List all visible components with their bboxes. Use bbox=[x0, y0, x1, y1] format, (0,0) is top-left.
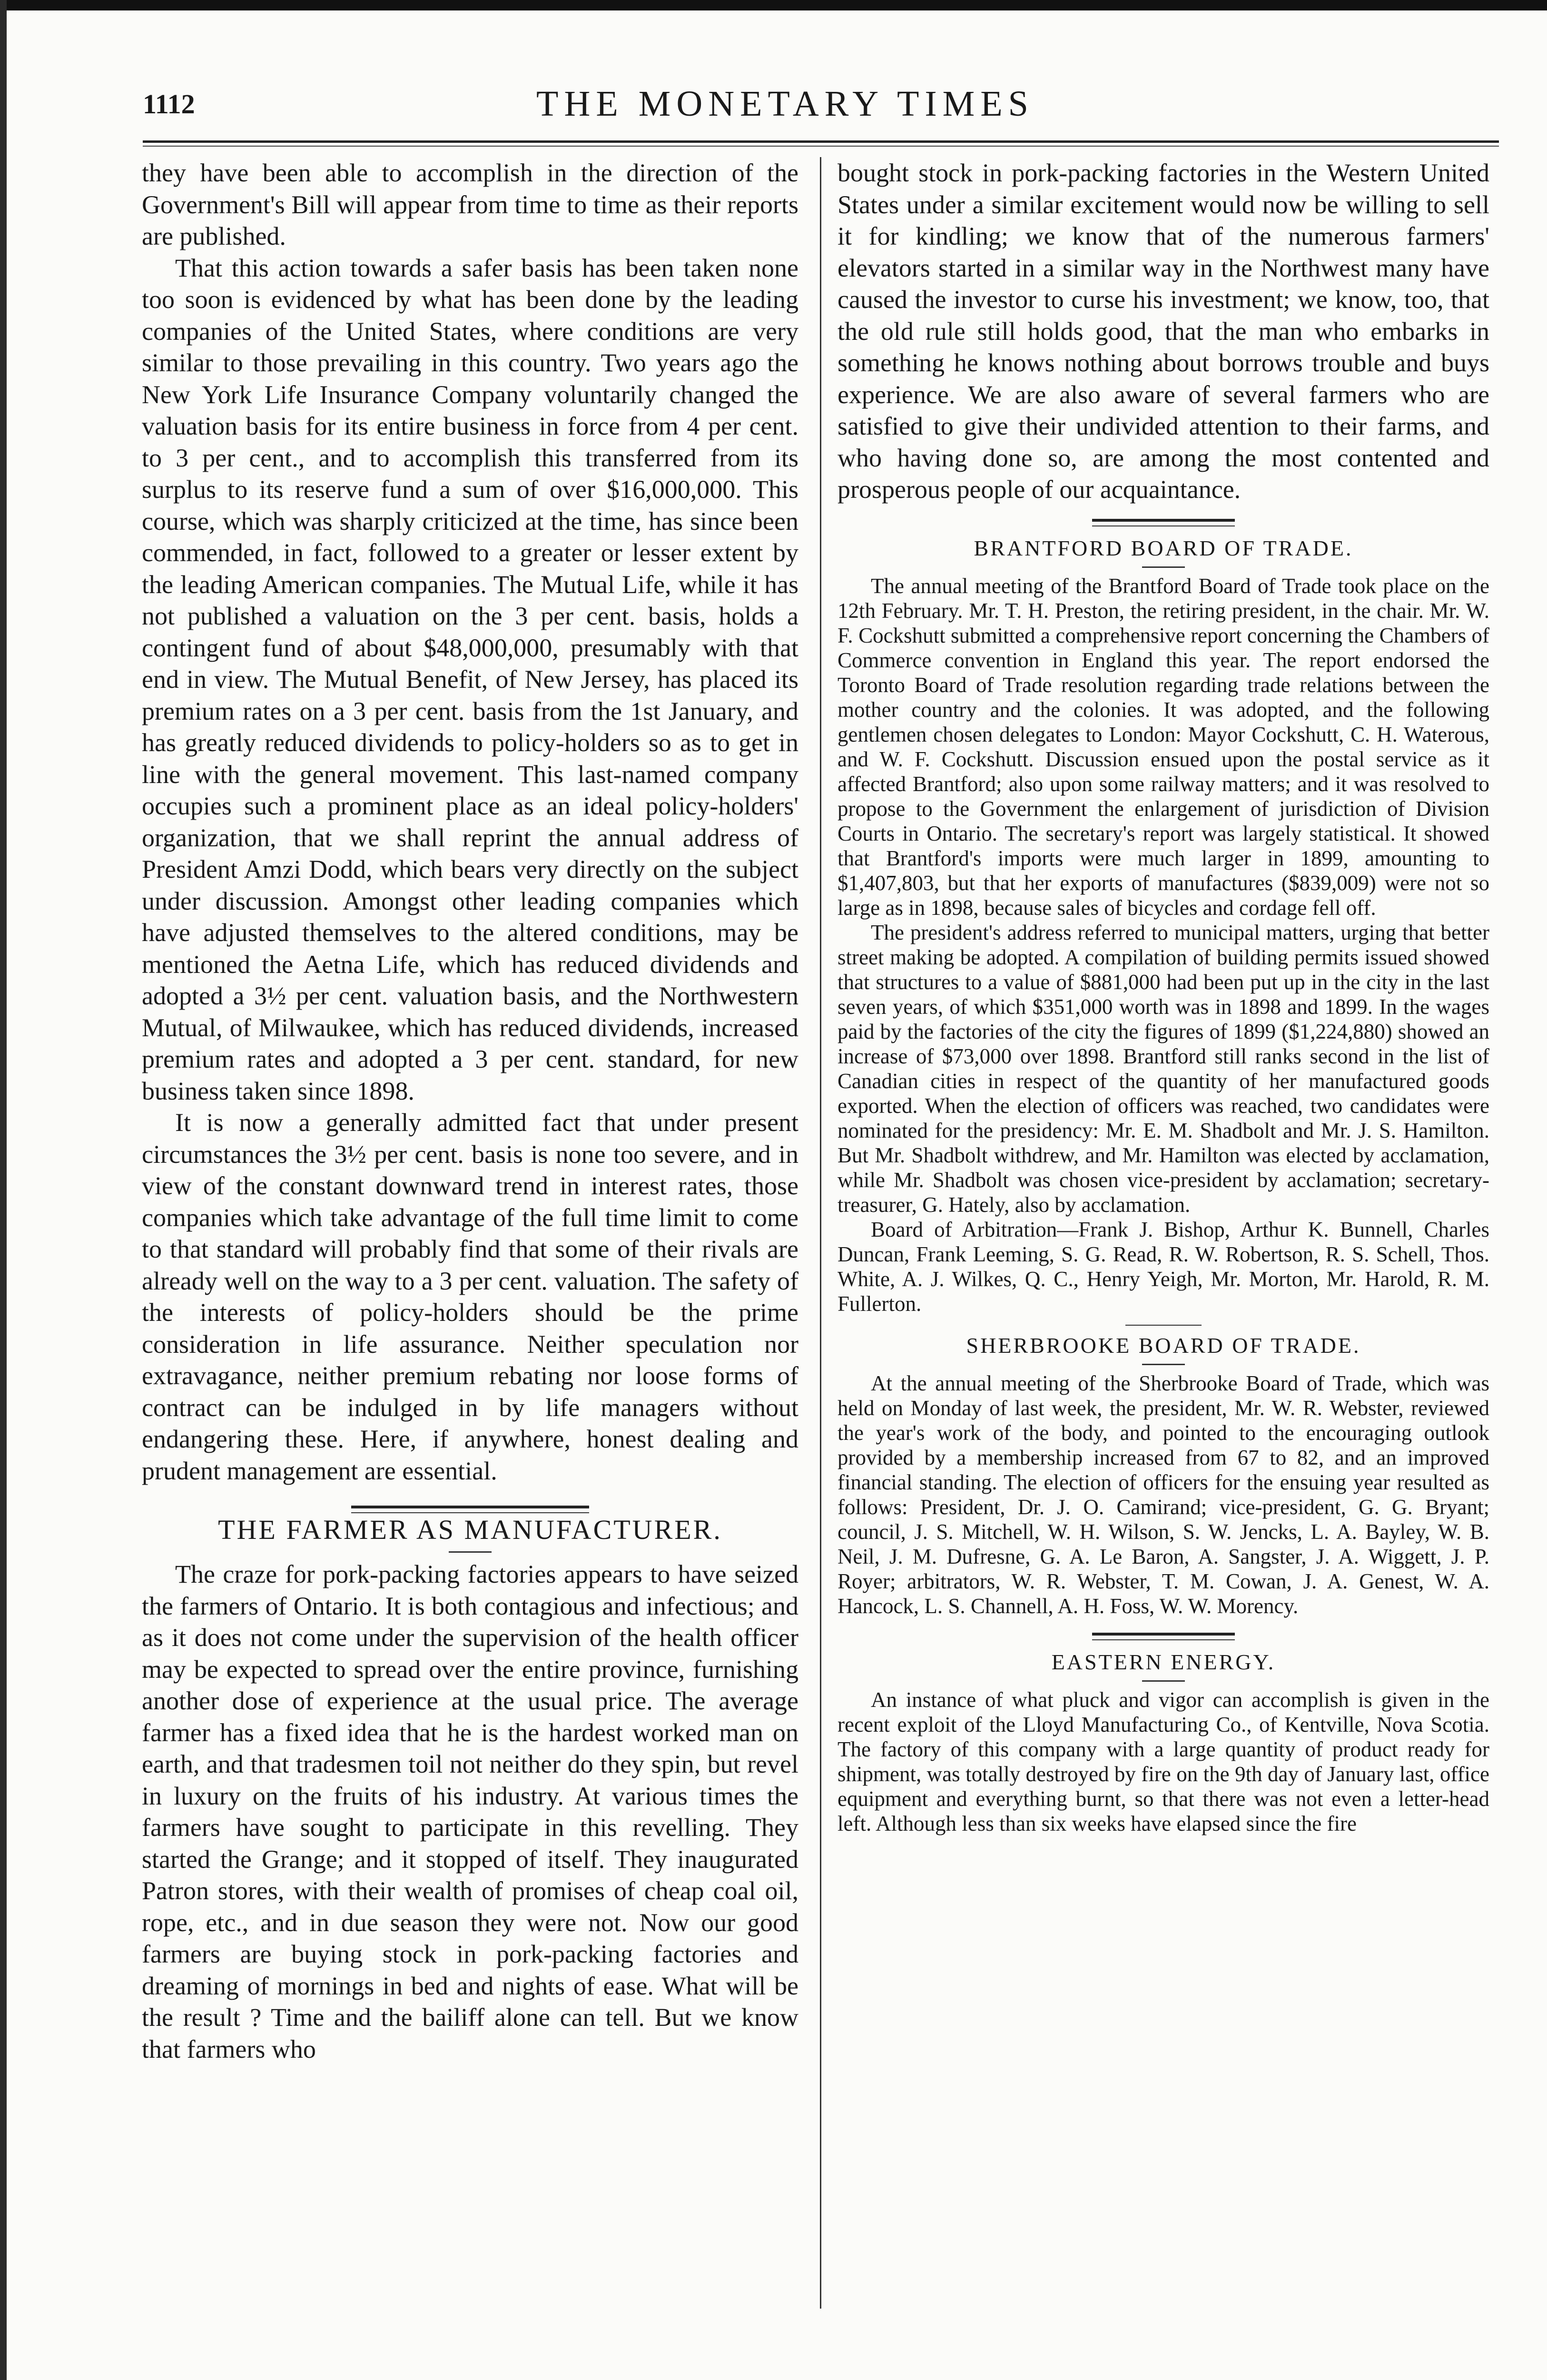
title-underline bbox=[1142, 1364, 1185, 1365]
article-paragraph: they have been able to accomplish in the direction of the Government's Bill will appear from time to time as their reports are published. bbox=[142, 159, 798, 250]
masthead-title: THE MONETARY TIMES bbox=[536, 84, 1034, 124]
article-paragraph: The craze for pork-packing factories appears to have seized the farmers of Ontario. It is both contagious and infectious; and as it does not come under the supervision of the health officer may be expected to spread over the entire province, furnishing another dose of experience at the usual price. The average farmer has a fixed idea that he is the hardest worked man on earth, and that tradesmen toil not neither do they spin, but revel in luxury on the fruits of his industry. At various times the farmers have sought to participate in this revelling. They started the Grange; and it stopped of itself. They inaugurated Patron stores, with their wealth of promises of cheap coal oil, rope, etc., and in due season they were not. Now our good farmers are buying stock in pork-packing factories and dreaming of mornings in bed and nights of ease. What will be the result ? Time and the bailiff alone can tell. But we know that farmers who bbox=[142, 1560, 798, 2063]
article-paragraph: At the annual meeting of the Sherbrooke Board of Trade, which was held on Monday of last week, the president, Mr. W. R. Webster, reviewed the year's work of the body, and pointed to the encouraging outlook provided by a membership increased from 67 to 82, and an improved financial standing. The election of officers for the ensuing year resulted as follows: President, Dr. J. O. Camirand; vice-president, G. G. Bryant; council, J. S. Mitchell, W. H. Wilson, S. W. Jencks, L. A. Bayley, W. B. Neil, J. M. Dufresne, G. A. Le Baron, A. Sangster, J. A. Wiggett, J. P. Royer; arbitrators, W. R. Webster, T. M. Cowan, J. A. Genest, W. A. Hancock, L. S. Channell, A. H. Foss, W. W. Morency. bbox=[838, 1371, 1489, 1618]
separator-rule-thick bbox=[351, 1506, 589, 1508]
sherbrooke-article bbox=[838, 1371, 1489, 1618]
article-paragraph: It is now a generally admitted fact that under present circumstances the 3½ per cent. basis is none too severe, and in view of the constant downward trend in interest rates, those companies which take advantage of the full time limit to come to that standard will probably find that some of their rivals are already well on the way to a 3 per cent. valuation. The safety of the interests of policy-holders should be the prime consideration in life assurance. Neither speculation nor extravagance, neither premium rebating nor loose forms of contract can be indulged in by life managers without endangering these. Here, if anywhere, honest dealing and prudent management are essential. bbox=[142, 1108, 798, 1485]
title-underline bbox=[1142, 1680, 1185, 1682]
left-column bbox=[142, 157, 798, 2065]
section-title: BRANTFORD BOARD OF TRADE. bbox=[974, 536, 1353, 560]
section-title: SHERBROOKE BOARD OF TRADE. bbox=[966, 1333, 1361, 1358]
section-separator bbox=[351, 1506, 589, 1513]
title-underline bbox=[1142, 566, 1185, 568]
section-separator bbox=[1092, 519, 1235, 526]
separator-rule-thick bbox=[1092, 1633, 1235, 1636]
header-rule bbox=[143, 140, 1499, 143]
article-paragraph: That this action towards a safer basis has been taken none too soon is evidenced by what has been done by the leading companies of the United States, where conditions are very similar to those prevailing in this country. Two years ago the New York Life Insurance Company voluntarily changed the valuation basis for its entire business in force from 4 per cent. to 3 per cent., and to accomplish this transferred from its surplus to its reserve fund a sum of over $16,000,000. This course, which was sharply criticized at the time, has since been commended, in fact, followed to a greater or lesser extent by the leading American companies. The Mutual Life, while it has not published a valuation on the 3 per cent. basis, holds a contingent fund of about $48,000,000, presumably with that end in view. The Mutual Benefit, of New Jersey, has placed its premium rates on a 3 per cent. basis from the 1st January, and has greatly reduced dividends to policy-holders so as to get in line with the general movement. This last-named company occupies such a prominent place as an ideal policy-holders' organization, that we shall reprint the annual address of President Amzi Dodd, which bears very directly on the subject under discussion. Amongst other leading companies which have adjusted themselves to the altered conditions, may be mentioned the Aetna Life, which has reduced dividends and adopted a 3½ per cent. valuation basis, and the Northwestern Mutual, of Milwaukee, which has reduced dividends, increased premium rates and adopted a 3 per cent. standard, for new business taken since 1898. bbox=[142, 253, 798, 1105]
section-title: EASTERN ENERGY. bbox=[1051, 1649, 1276, 1674]
article-paragraph: Board of Arbitration—Frank J. Bishop, Arthur K. Bunnell, Charles Duncan, Frank Leeming, S. G. Read, R. W. Robertson, R. S. Schell, Thos. White, A. J. Wilkes, Q. C., Henry Yeigh, Mr. Morton, Mr. Harold, R. M. Fullerton. bbox=[838, 1217, 1489, 1316]
section-separator bbox=[1092, 1633, 1235, 1640]
eastern-article bbox=[838, 1687, 1489, 1836]
page-number: 1112 bbox=[143, 89, 195, 119]
header-rule-thin bbox=[143, 146, 1499, 147]
separator-rule-thick bbox=[1092, 519, 1235, 522]
separator-rule-thin bbox=[1125, 1325, 1202, 1326]
article-paragraph: An instance of what pluck and vigor can accomplish is given in the recent exploit of the Lloyd Manufacturing Co., of Kentville, Nova Scotia. The factory of this company with a large quantity of product ready for shipment, was totally destroyed by fire on the 9th day of January last, office equipment and everything burnt, so that there was not even a letter-head left. Although less than six weeks have elapsed since the fire bbox=[838, 1687, 1489, 1835]
section-separator bbox=[1125, 1325, 1202, 1326]
page-header bbox=[143, 83, 1523, 136]
article-paragraph: The president's address referred to municipal matters, urging that better street making be adopted. A compilation of building permits issued showed that structures to a value of $881,000 had been put up in the city in the last seven years, of which $351,000 worth was in 1898 and 1899. In the wages paid by the factories of the city the figures of 1899 ($1,224,880) showed an increase of $73,000 over 1898. Brantford still ranks second in the list of Canadian cities in respect of the quantity of her manufactured goods exported. When the election of officers was reached, two candidates were nominated for the presidency: Mr. E. M. Shadbolt and Mr. J. S. Hamilton. But Mr. Shadbolt withdrew, and Mr. Hamilton was elected by acclamation, while Mr. Shadbolt was chosen vice-president by acclamation; secretary-treasurer, G. Hately, also by acclamation. bbox=[838, 920, 1489, 1217]
article-paragraph: bought stock in pork-packing factories in the Western United States under a similar excitement would now be willing to sell it for kindling; we know that of the numerous farmers' elevators started in a similar way in the Northwest many have caused the investor to curse his investment; we know, too, that the old rule still holds good, that the man who embarks in something he knows nothing about borrows trouble and buys experience. We are also aware of several farmers who are satisfied to give their undivided attention to their farms, and who having done so, are among the most contented and prosperous people of our acquaintance. bbox=[838, 159, 1489, 504]
separator-rule-thin bbox=[1092, 1639, 1235, 1640]
section-title: THE FARMER AS MANUFACTURER. bbox=[218, 1514, 722, 1545]
article-paragraph: The annual meeting of the Brantford Board of Trade took place on the 12th February. Mr. T. H. Preston, the retiring president, in the chair. Mr. W. F. Cockshutt submitted a comprehensive report concerning the Chambers of Commerce convention in England this year. The report endorsed the Toronto Board of Trade resolution regarding trade relations between the mother country and the colonies. It was adopted, and the following gentlemen chosen delegates to London: Mayor Cockshutt, C. H. Waterous, and W. F. Cockshutt. Discussion ensued upon the postal service as it affected Brantford; also upon some railway matters; and it was resolved to propose to the Government the enlargement of jurisdiction of Division Courts in Ontario. The secretary's report was largely statistical. It showed that Brantford's imports were much larger in 1899, amounting to $1,407,803, but that her exports of manufactures ($839,009) were not so large as in 1898, because sales of bicycles and cordage fell off. bbox=[838, 574, 1489, 920]
scan-top-edge bbox=[0, 0, 1547, 10]
right-column bbox=[838, 157, 1489, 1836]
column-divider bbox=[820, 157, 821, 2309]
brantford-article bbox=[838, 574, 1489, 1316]
title-underline bbox=[449, 1551, 492, 1553]
scan-left-edge bbox=[0, 0, 7, 2380]
